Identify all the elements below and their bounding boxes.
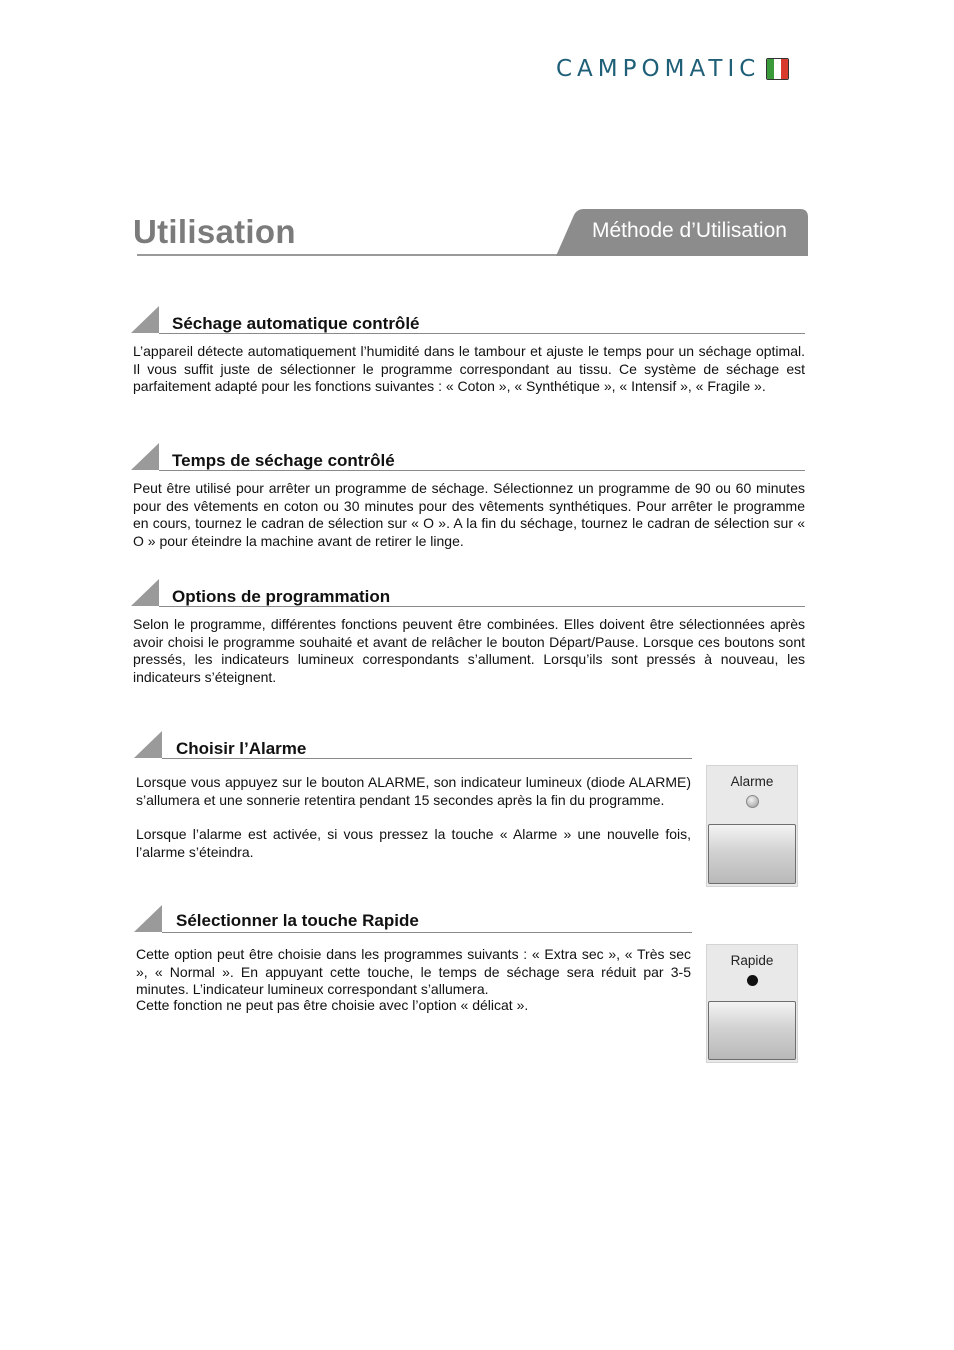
section-body: L’appareil détecte automatiquement l’humidité dans le tambour et ajuste le temps pour un séchage optimal. Il vous suffit juste de sélectionner le programme correspondant au tissu. Ce système de séchage est parfaitement adapté pour les fonctions suivantes : « Coton », « Synthétique », « Intensif », « Fragile ». [133,343,805,395]
section-rule [159,606,805,607]
section-header-4 [134,731,692,761]
section-rule [159,333,805,334]
triangle-marker-icon [131,443,161,471]
rapide-panel-label: Rapide [730,953,774,968]
section-header-1 [131,306,805,336]
triangle-marker-icon [134,731,164,759]
section-header-3 [131,579,805,609]
section-body: Peut être utilisé pour arrêter un programme de séchage. Sélectionnez un programme de 90 ou 60 minutes pour des vêtements en coton ou 30 minutes pour des vêtements synthétiques. Pour arrêter le programme en cours, tournez le cadran de sélection sur « O ». A la fin du séchage, tournez le cadran de sélection sur « O » pour éteindre la machine avant de retirer le linge. [133,480,805,549]
section-title: Options de programmation [172,587,391,606]
section-body-continued: Lorsque l’alarme est activée, si vous pressez la touche « Alarme » une nouvelle fois, l’alarme s’éteindra. [136,826,691,860]
triangle-marker-icon [134,905,164,933]
header-divider [137,254,567,256]
rapide-indicator-led-icon [747,975,758,986]
section-header-5 [134,905,692,935]
rapide-button-panel [706,944,798,1063]
alarm-button-panel [706,765,798,887]
flag-stripe-red [781,59,788,79]
section-title: Choisir l’Alarme [176,739,307,758]
triangle-marker-icon [131,579,161,607]
section-body: Lorsque vous appuyez sur le bouton ALARME, son indicateur lumineux (diode ALARME) s’allumera et une sonnerie retentira pendant 15 secondes après la fin du programme. [136,774,691,808]
header-tab [556,209,808,256]
section-title: Temps de séchage contrôlé [172,451,395,470]
italian-flag-icon [766,58,789,80]
brand-name: CAMPOMATIC [556,56,761,82]
alarm-panel-label: Alarme [730,774,774,789]
alarm-button[interactable] [708,824,796,884]
section-body: Cette option peut être choisie dans les programmes suivants : « Extra sec », « Très sec », « Normal ». En appuyant cette touche, le temps de séchage sera réduit par 3-5 minutes. L’indicateur lumineux correspondant s’allumera. [136,946,691,998]
section-title: Sélectionner la touche Rapide [176,911,419,930]
header-tab-label: Méthode d’Utilisation [592,219,787,242]
section-rule [162,932,692,933]
brand-logo [556,56,789,82]
section-body-continued: Cette fonction ne peut pas être choisie avec l’option « délicat ». [136,997,529,1013]
flag-stripe-green [767,59,774,79]
section-rule [159,470,805,471]
section-body: Selon le programme, différentes fonctions peuvent être combinées. Elles doivent être sélectionnées après avoir choisi le programme souhaité et avant de relâcher le bouton Départ/Pause. Lorsque ces boutons sont pressés, les indicateurs lumineux correspondants s’allument. Lorsqu’ils sont pressés à nouveau, les indicateurs s’éteignent. [133,616,805,685]
section-header-2 [131,443,805,473]
triangle-marker-icon [131,306,161,334]
section-title: Séchage automatique contrôlé [172,314,420,333]
alarm-indicator-led-icon [746,795,759,808]
rapide-button[interactable] [708,1001,796,1060]
flag-stripe-white [774,59,781,79]
section-rule [162,758,692,759]
page-title: Utilisation [133,213,296,250]
